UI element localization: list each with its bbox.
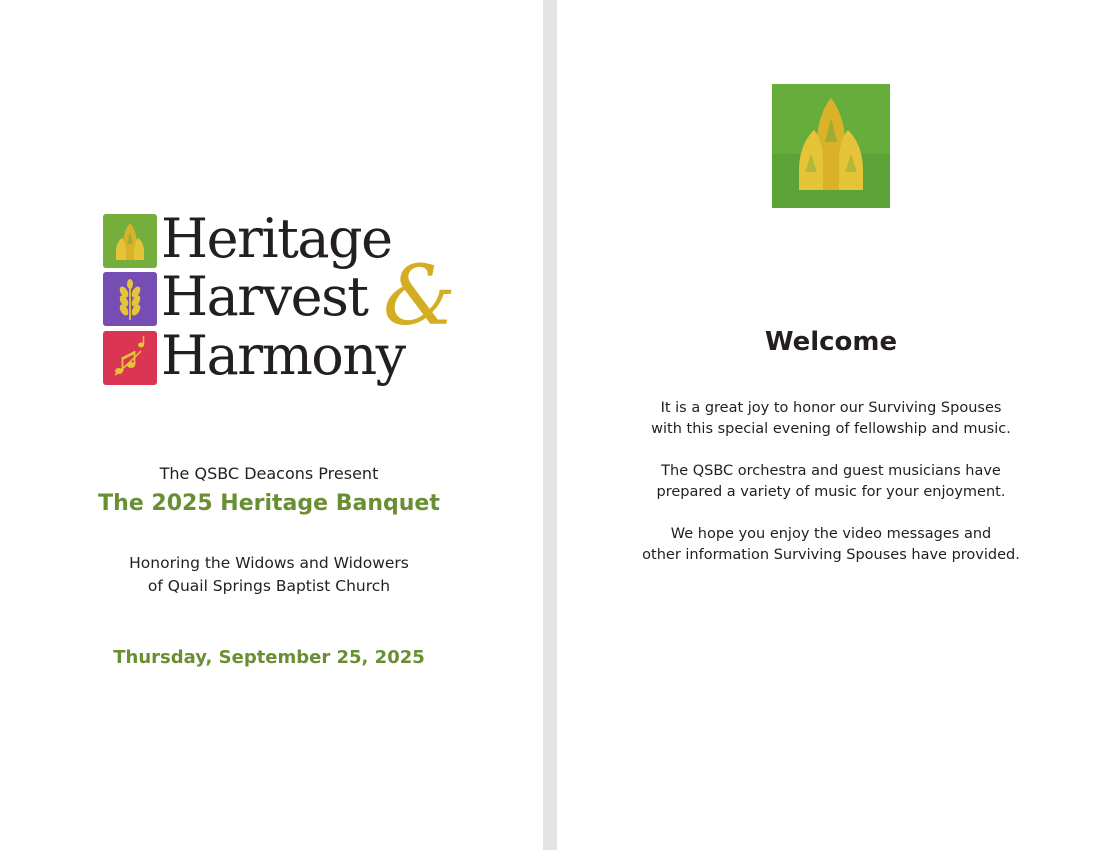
welcome-paragraph: [557, 398, 1100, 440]
wheat-icon: [103, 272, 157, 326]
heritage-harvest-harmony-logo: [103, 207, 463, 407]
logo-word-heritage: Heritage: [161, 207, 392, 270]
left-page: [0, 0, 543, 850]
right-page: [557, 0, 1100, 850]
event-date: Thursday, September 25, 2025: [113, 647, 425, 668]
honoring-line: Honoring the Widows and Widowers: [129, 554, 409, 572]
welcome-line: prepared a variety of music for your enjoyment.: [656, 484, 1006, 500]
logo-ampersand: &: [383, 249, 456, 344]
welcome-body: [557, 398, 1100, 587]
welcome-line: It is a great joy to honor our Surviving Spouses: [660, 400, 1002, 416]
honoring-text: [0, 552, 538, 598]
welcome-paragraph: [557, 524, 1100, 566]
welcome-heading: Welcome: [764, 327, 898, 357]
welcome-line: We hope you enjoy the video messages and: [670, 526, 992, 542]
welcome-paragraph: [557, 461, 1100, 503]
gothic-window-icon: [772, 84, 890, 208]
page-divider: [543, 0, 557, 850]
event-title: The 2025 Heritage Banquet: [98, 491, 440, 516]
logo-word-harvest: Harvest: [161, 265, 368, 328]
honoring-line: of Quail Springs Baptist Church: [147, 577, 391, 595]
welcome-line: with this special evening of fellowship and music.: [651, 421, 1011, 437]
welcome-line: The QSBC orchestra and guest musicians have: [661, 463, 1001, 479]
music-notes-icon: [103, 331, 157, 385]
presenter-line: The QSBC Deacons Present: [159, 464, 379, 483]
logo-word-harmony: Harmony: [161, 324, 405, 387]
welcome-line: other information Surviving Spouses have provided.: [642, 547, 1020, 563]
gothic-window-icon: [103, 214, 157, 268]
